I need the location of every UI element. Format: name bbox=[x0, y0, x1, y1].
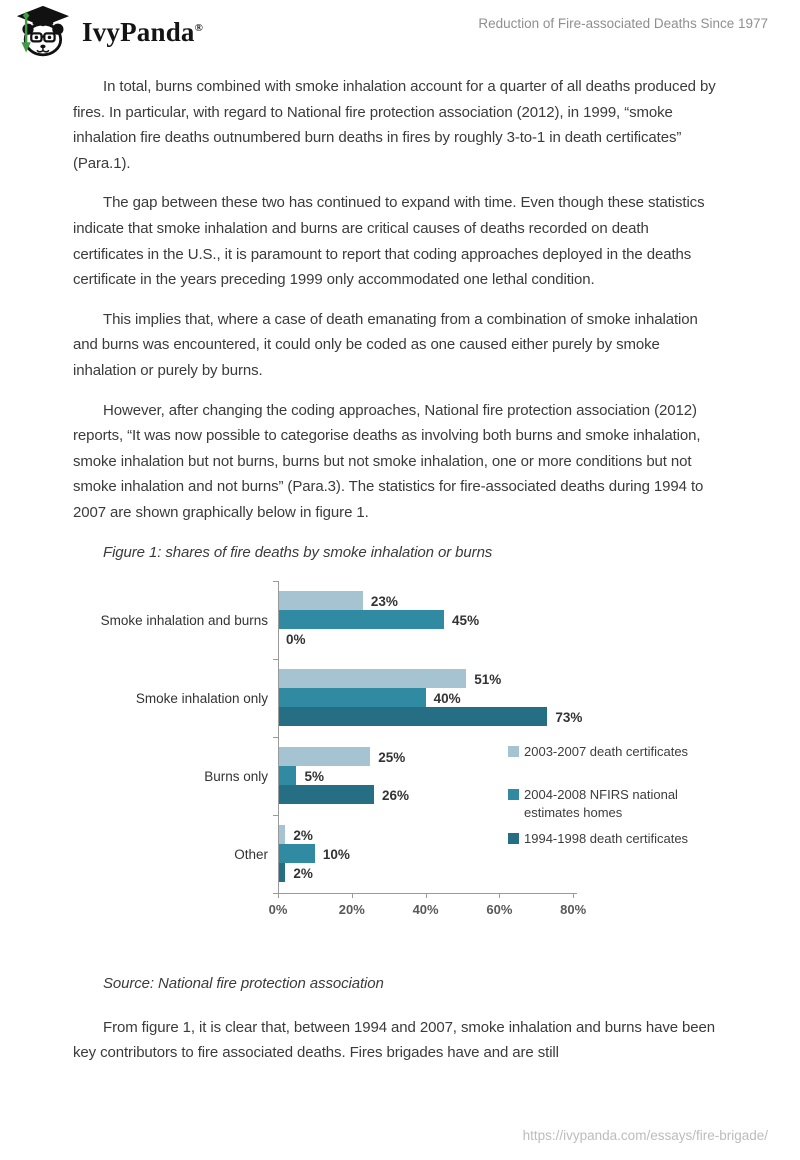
legend-item bbox=[508, 830, 748, 848]
paragraph-3: This implies that, where a case of death emanating from a combination of smoke inhalation and burns was encountered, it could only be coded as one caused either purely by smoke inhalation or purely by burns. bbox=[73, 310, 698, 379]
category-label: Smoke inhalation and burns bbox=[100, 613, 268, 629]
legend-label: 2003-2007 death certificates bbox=[524, 744, 689, 760]
value-label: 5% bbox=[304, 769, 324, 785]
x-tick bbox=[426, 893, 427, 898]
x-tick-label: 60% bbox=[486, 902, 513, 918]
x-tick-label: 0% bbox=[268, 902, 288, 918]
legend-item bbox=[508, 743, 748, 761]
value-label: 23% bbox=[370, 594, 398, 610]
panda-graduate-icon[interactable] bbox=[14, 4, 70, 60]
y-tick bbox=[273, 737, 278, 738]
paragraph-4: However, after changing the coding approaches, National fire protection association (2012) reports, “It was now possible to categorise deaths as involving both burns and smoke inhalation, smoke inhalation but not burns, burns but not smoke inhalation, one or more conditions but not smoke inhalation and not burns” (Para.3). The statistics for fire-associated deaths during 1994 to 2007 are shown graphically below in figure 1. bbox=[73, 401, 704, 521]
x-tick bbox=[278, 893, 279, 898]
registered-mark: ® bbox=[194, 22, 204, 34]
value-label: 2% bbox=[293, 866, 313, 882]
x-tick-label: 80% bbox=[560, 902, 587, 918]
value-label: 40% bbox=[433, 691, 461, 707]
bar bbox=[278, 785, 374, 804]
value-label: 2% bbox=[293, 828, 313, 844]
paragraph-5: From figure 1, it is clear that, between 1994 and 2007, smoke inhalation and burns have been key contributors to fire associated deaths. Fires brigades have and are still bbox=[73, 1018, 716, 1062]
y-tick bbox=[273, 659, 278, 660]
category-label: Smoke inhalation only bbox=[135, 691, 268, 707]
value-label: 10% bbox=[322, 847, 350, 863]
source-line: Source: National fire protection association bbox=[103, 975, 384, 993]
paragraph-2: The gap between these two has continued to expand with time. Even though these statistics indicate that smoke inhalation and burns are critical causes of deaths recorded on death certificates in the U.S., it is paramount to report that coding approaches deployed in the deaths certificate in the years preceding 1999 only accommodated one lethal condition. bbox=[73, 194, 705, 289]
x-tick bbox=[573, 893, 574, 898]
x-axis bbox=[278, 893, 577, 894]
y-tick bbox=[273, 815, 278, 816]
figure1-bar-chart bbox=[100, 575, 750, 927]
x-tick bbox=[499, 893, 500, 898]
bar bbox=[278, 707, 547, 726]
legend-label: 2004-2008 NFIRS national estimates homes bbox=[524, 787, 678, 820]
value-label: 73% bbox=[555, 710, 583, 726]
value-label: 51% bbox=[474, 672, 502, 688]
y-axis bbox=[278, 581, 279, 893]
bar bbox=[278, 844, 315, 863]
legend-item bbox=[508, 786, 748, 822]
legend-label: 1994-1998 death certificates bbox=[524, 831, 689, 847]
header bbox=[0, 0, 800, 66]
bar bbox=[278, 747, 370, 766]
legend-swatch bbox=[508, 746, 519, 757]
bar bbox=[278, 825, 285, 844]
brand-name[interactable] bbox=[82, 17, 203, 48]
content bbox=[73, 74, 723, 1080]
y-tick bbox=[273, 581, 278, 582]
value-label: 26% bbox=[381, 788, 409, 804]
figure-caption: Figure 1: shares of fire deaths by smoke inhalation or burns bbox=[103, 543, 493, 561]
bar bbox=[278, 688, 426, 707]
value-label: 25% bbox=[378, 750, 406, 766]
legend-swatch bbox=[508, 833, 519, 844]
bar bbox=[278, 669, 466, 688]
x-tick bbox=[352, 893, 353, 898]
value-label: 45% bbox=[452, 613, 480, 629]
paragraph-1: In total, burns combined with smoke inhalation account for a quarter of all deaths produced by fires. In particular, with regard to National fire protection association (2012), in 1999, “smoke inhalation fire deaths outnumbered burn deaths in fires by roughly 3-to-1 in death certificates” (Para.1). bbox=[73, 78, 716, 172]
bar bbox=[278, 863, 285, 882]
x-tick-label: 40% bbox=[412, 902, 439, 918]
footer-url[interactable]: https://ivypanda.com/essays/fire-brigade/ bbox=[522, 1128, 768, 1143]
bar bbox=[278, 766, 296, 785]
doc-title: Reduction of Fire-associated Deaths Since 1977 bbox=[478, 16, 768, 31]
category-label: Other bbox=[234, 847, 268, 863]
brand-text: IvyPanda bbox=[82, 17, 195, 47]
category-label: Burns only bbox=[204, 769, 268, 785]
legend-swatch bbox=[508, 789, 519, 800]
x-tick-label: 20% bbox=[338, 902, 365, 918]
value-label: 0% bbox=[286, 632, 306, 648]
bar bbox=[278, 591, 363, 610]
bar bbox=[278, 610, 444, 629]
